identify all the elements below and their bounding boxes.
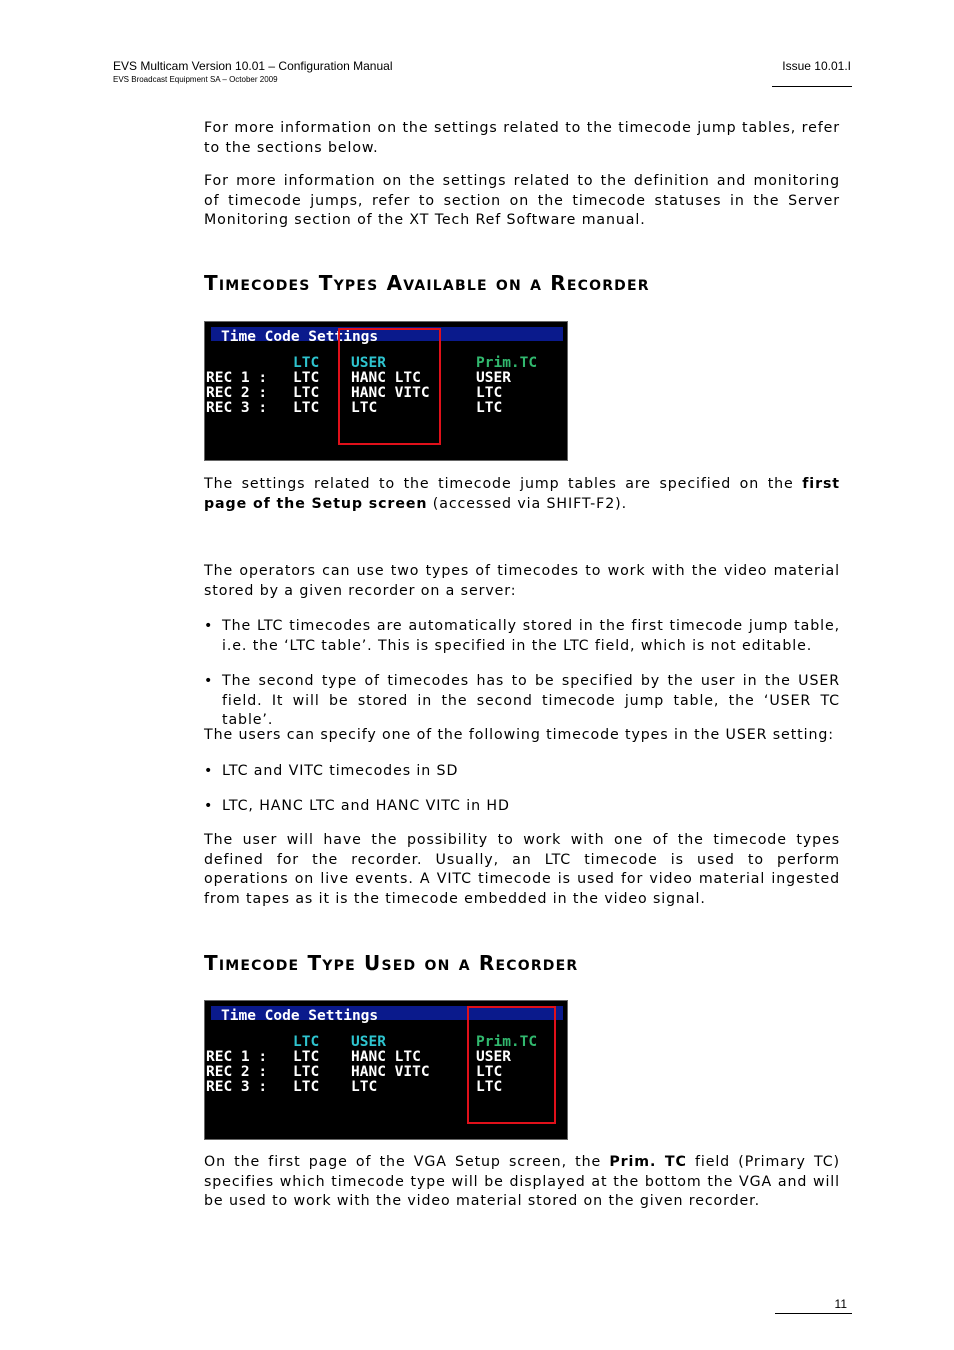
document-subtitle: EVS Broadcast Equipment SA – October 2009: [113, 75, 278, 84]
page-number: 11: [834, 1297, 847, 1311]
list-item: • LTC and VITC timecodes in SD: [204, 763, 459, 779]
screen-column-headers: LTC USER Prim.TC: [293, 1034, 538, 1050]
footer-rule: [775, 1313, 852, 1314]
section-heading-timecode-type-used: Timecode Type Used on a Recorder: [204, 951, 579, 975]
section-heading-timecode-types: Timecodes Types Available on a Recorder: [204, 271, 650, 295]
list-item: • The LTC timecodes are automatically stored in the first timecode jump table, i.e. the ‘LTC table’. This is specified in the LTC field, which is not editable.: [204, 618, 840, 654]
screen-row-rec3: REC 3 : LTC LTC LTC: [206, 1079, 503, 1095]
intro-paragraph-1: For more information on the settings related to the timecode jump tables, refer to the sections below.: [204, 120, 840, 156]
timecode-settings-screenshot-2: [204, 1000, 568, 1140]
user-possibility-paragraph: The user will have the possibility to work with one of the timecode types defined for the recorder. Usually, an LTC timecode is used to perform operations on live events. A VITC timecode is used for video material ingested from tapes as it is the timecode embedded in the video signal.: [204, 832, 840, 907]
screen-row-rec3: REC 3 : LTC LTC LTC: [206, 400, 503, 416]
setup-screen-paragraph: The settings related to the timecode jump tables are specified on the first page of the Setup screen (accessed via SHIFT-F2).: [204, 476, 840, 512]
screen-row-rec1: REC 1 : LTC HANC LTC USER: [206, 370, 511, 386]
users-paragraph: The users can specify one of the following timecode types in the USER setting:: [204, 727, 834, 743]
list-item: • The second type of timecodes has to be specified by the user in the USER field. It will be stored in the second timecode jump table, the ‘USER TC table’.: [204, 673, 840, 728]
document-title: EVS Multicam Version 10.01 – Configuration Manual: [113, 59, 393, 73]
prim-tc-column-highlight: [467, 1006, 556, 1124]
operators-paragraph: The operators can use two types of timecodes to work with the video material stored by a given recorder on a server:: [204, 563, 840, 599]
screen-row-rec2: REC 2 : LTC HANC VITC LTC: [206, 1064, 503, 1080]
screen-title: Time Code Settings: [221, 1008, 379, 1024]
list-item: • LTC, HANC LTC and HANC VITC in HD: [204, 798, 510, 814]
prim-tc-paragraph: On the first page of the VGA Setup screen, the Prim. TC field (Primary TC) specifies which timecode type will be displayed at the bottom the VGA and will be used to work with the video material stored on the given recorder.: [204, 1154, 840, 1209]
screen-row-rec2: REC 2 : LTC HANC VITC LTC: [206, 385, 503, 401]
intro-paragraph-2: For more information on the settings related to the definition and monitoring of timecode jumps, refer to section on the timecode statuses in the Server Monitoring section of the XT Tech Ref Software manual.: [204, 173, 840, 228]
issue-number: Issue 10.01.I: [782, 59, 851, 73]
screen-title: Time Code Settings: [221, 329, 379, 345]
user-column-highlight: [338, 328, 441, 445]
screen-row-rec1: REC 1 : LTC HANC LTC USER: [206, 1049, 511, 1065]
header-rule: [772, 86, 852, 87]
screen-column-headers: LTC USER Prim.TC: [293, 355, 538, 371]
timecode-settings-screenshot-1: [204, 321, 568, 461]
